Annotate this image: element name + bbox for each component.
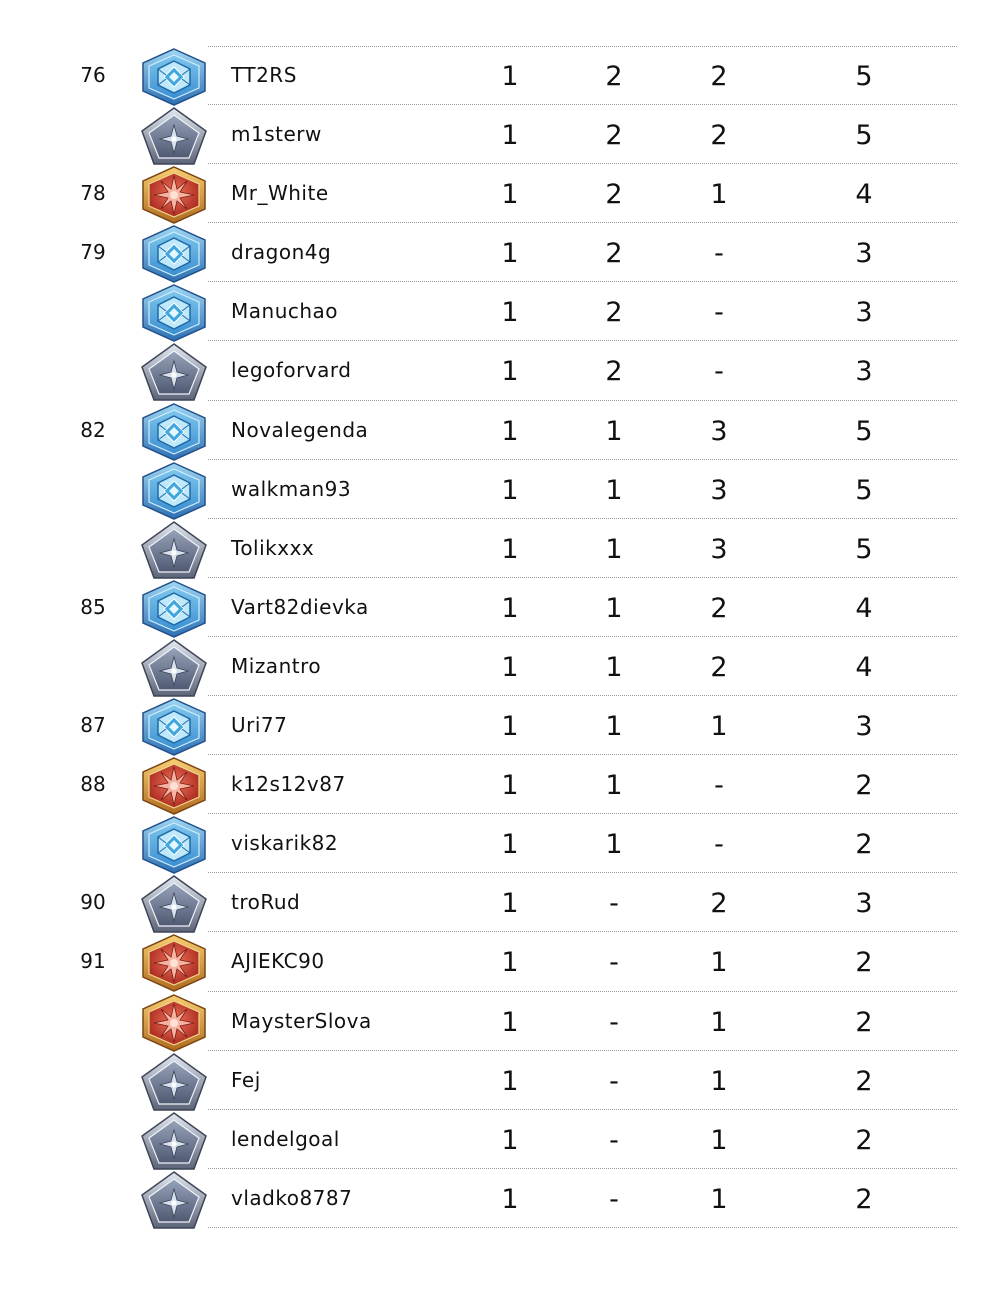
score-col-1: 1 <box>501 651 519 683</box>
silver-star-badge-icon <box>140 343 208 401</box>
score-col-2: 1 <box>605 829 623 861</box>
silver-star-badge-icon <box>140 1053 208 1111</box>
silver-star-badge-icon <box>140 107 208 165</box>
score-col-1: 1 <box>501 297 519 329</box>
total-score: 4 <box>855 592 873 624</box>
player-name: lendelgoal <box>231 1126 340 1151</box>
player-name: TT2RS <box>231 63 297 87</box>
total-score: 2 <box>855 1183 873 1215</box>
score-col-3: 1 <box>710 1065 728 1097</box>
player-name: vladko8787 <box>231 1185 353 1210</box>
table-row <box>0 341 1000 400</box>
score-col-2: - <box>609 1006 619 1038</box>
table-row <box>0 519 1000 578</box>
player-name: legoforvard <box>231 358 352 383</box>
score-col-2: - <box>609 888 619 920</box>
blue-diamond-badge-icon <box>140 403 208 461</box>
score-col-3: 3 <box>710 415 728 447</box>
table-row <box>0 460 1000 519</box>
total-score: 5 <box>855 533 873 565</box>
rank-cell: 82 <box>80 417 106 442</box>
total-score: 3 <box>855 238 873 270</box>
rank-cell: 88 <box>80 772 106 797</box>
rank-cell: 91 <box>80 949 106 974</box>
score-col-3: 1 <box>710 711 728 743</box>
total-score: 4 <box>855 651 873 683</box>
rank-cell: 90 <box>80 890 106 915</box>
total-score: 4 <box>855 179 873 211</box>
table-row <box>0 1051 1000 1110</box>
table-row <box>0 46 1000 105</box>
table-row <box>0 992 1000 1051</box>
score-col-2: 1 <box>605 651 623 683</box>
score-col-1: 1 <box>501 888 519 920</box>
blue-diamond-badge-icon <box>140 48 208 106</box>
score-col-3: 2 <box>710 651 728 683</box>
player-name: AJIEKC90 <box>231 949 325 974</box>
score-col-1: 1 <box>501 1183 519 1215</box>
score-col-1: 1 <box>501 592 519 624</box>
score-col-3: 1 <box>710 1124 728 1156</box>
total-score: 5 <box>855 61 873 92</box>
score-col-1: 1 <box>501 238 519 270</box>
blue-diamond-badge-icon <box>140 462 208 520</box>
total-score: 3 <box>855 888 873 920</box>
player-name: troRud <box>231 890 301 915</box>
score-col-3: 1 <box>710 1183 728 1215</box>
score-col-3: 3 <box>710 474 728 506</box>
score-col-3: 1 <box>710 947 728 979</box>
score-col-1: 1 <box>501 179 519 211</box>
silver-star-badge-icon <box>140 521 208 579</box>
blue-diamond-badge-icon <box>140 580 208 638</box>
score-col-2: - <box>609 947 619 979</box>
score-col-2: 2 <box>605 179 623 211</box>
rank-cell: 87 <box>80 713 106 738</box>
player-name: Mr_White <box>231 181 329 206</box>
score-col-2: 1 <box>605 592 623 624</box>
score-col-1: 1 <box>501 356 519 388</box>
score-col-1: 1 <box>501 1124 519 1156</box>
red-star-badge-icon <box>140 757 208 815</box>
score-col-2: 1 <box>605 533 623 565</box>
score-col-3: - <box>714 238 724 270</box>
score-col-1: 1 <box>501 415 519 447</box>
table-row <box>0 282 1000 341</box>
blue-diamond-badge-icon <box>140 698 208 756</box>
player-name: Fej <box>231 1067 261 1092</box>
score-col-1: 1 <box>501 120 519 152</box>
score-col-2: 1 <box>605 770 623 802</box>
total-score: 2 <box>855 770 873 802</box>
score-col-3: - <box>714 297 724 329</box>
score-col-2: - <box>609 1124 619 1156</box>
table-row <box>0 401 1000 460</box>
total-score: 5 <box>855 415 873 447</box>
silver-star-badge-icon <box>140 875 208 933</box>
score-col-3: 2 <box>710 120 728 152</box>
total-score: 2 <box>855 947 873 979</box>
player-name: MaysterSlova <box>231 1008 372 1033</box>
table-row <box>0 164 1000 223</box>
score-col-3: 3 <box>710 533 728 565</box>
score-col-1: 1 <box>501 770 519 802</box>
score-col-1: 1 <box>501 947 519 979</box>
table-row <box>0 1110 1000 1169</box>
score-col-3: 1 <box>710 1006 728 1038</box>
score-col-2: 1 <box>605 711 623 743</box>
score-col-2: - <box>609 1183 619 1215</box>
player-name: dragon4g <box>231 240 332 265</box>
red-star-badge-icon <box>140 934 208 992</box>
total-score: 3 <box>855 297 873 329</box>
player-name: Mizantro <box>231 653 322 678</box>
silver-star-badge-icon <box>140 1112 208 1170</box>
score-col-2: 1 <box>605 415 623 447</box>
silver-star-badge-icon <box>140 1171 208 1229</box>
score-col-3: 2 <box>710 61 728 92</box>
score-col-2: 2 <box>605 297 623 329</box>
table-row <box>0 637 1000 696</box>
rank-cell: 78 <box>80 181 106 206</box>
rank-cell: 76 <box>80 63 106 87</box>
score-col-2: 2 <box>605 61 623 92</box>
score-col-1: 1 <box>501 829 519 861</box>
score-col-1: 1 <box>501 1065 519 1097</box>
score-col-3: 2 <box>710 888 728 920</box>
table-row <box>0 873 1000 932</box>
table-row <box>0 814 1000 873</box>
score-col-3: - <box>714 356 724 388</box>
score-col-2: 2 <box>605 238 623 270</box>
score-col-3: - <box>714 829 724 861</box>
total-score: 2 <box>855 1124 873 1156</box>
player-name: Tolikxxx <box>231 535 315 560</box>
player-name: Manuchao <box>231 299 339 324</box>
blue-diamond-badge-icon <box>140 225 208 283</box>
table-row <box>0 696 1000 755</box>
table-row <box>0 755 1000 814</box>
table-row <box>0 932 1000 991</box>
score-col-1: 1 <box>501 711 519 743</box>
score-col-2: 1 <box>605 474 623 506</box>
rank-cell: 85 <box>80 594 106 619</box>
red-star-badge-icon <box>140 994 208 1052</box>
score-col-3: - <box>714 770 724 802</box>
score-col-1: 1 <box>501 533 519 565</box>
score-col-1: 1 <box>501 61 519 92</box>
score-col-2: 2 <box>605 120 623 152</box>
player-name: viskarik82 <box>231 831 339 856</box>
total-score: 2 <box>855 1065 873 1097</box>
score-col-1: 1 <box>501 474 519 506</box>
table-row <box>0 578 1000 637</box>
player-name: Vart82dievka <box>231 594 369 619</box>
score-col-3: 2 <box>710 592 728 624</box>
table-row <box>0 105 1000 164</box>
silver-star-badge-icon <box>140 639 208 697</box>
total-score: 2 <box>855 1006 873 1038</box>
score-col-3: 1 <box>710 179 728 211</box>
total-score: 3 <box>855 711 873 743</box>
total-score: 3 <box>855 356 873 388</box>
total-score: 5 <box>855 474 873 506</box>
red-star-badge-icon <box>140 166 208 224</box>
player-name: walkman93 <box>231 476 352 501</box>
rank-cell: 79 <box>80 240 106 265</box>
leaderboard-table <box>0 46 1000 1228</box>
score-col-2: 2 <box>605 356 623 388</box>
blue-diamond-badge-icon <box>140 816 208 874</box>
blue-diamond-badge-icon <box>140 284 208 342</box>
total-score: 2 <box>855 829 873 861</box>
player-name: m1sterw <box>231 122 322 147</box>
score-col-2: - <box>609 1065 619 1097</box>
score-col-1: 1 <box>501 1006 519 1038</box>
table-row <box>0 1169 1000 1228</box>
player-name: Novalegenda <box>231 417 369 442</box>
total-score: 5 <box>855 120 873 152</box>
player-name: k12s12v87 <box>231 772 346 797</box>
table-row <box>0 223 1000 282</box>
player-name: Uri77 <box>231 713 288 738</box>
